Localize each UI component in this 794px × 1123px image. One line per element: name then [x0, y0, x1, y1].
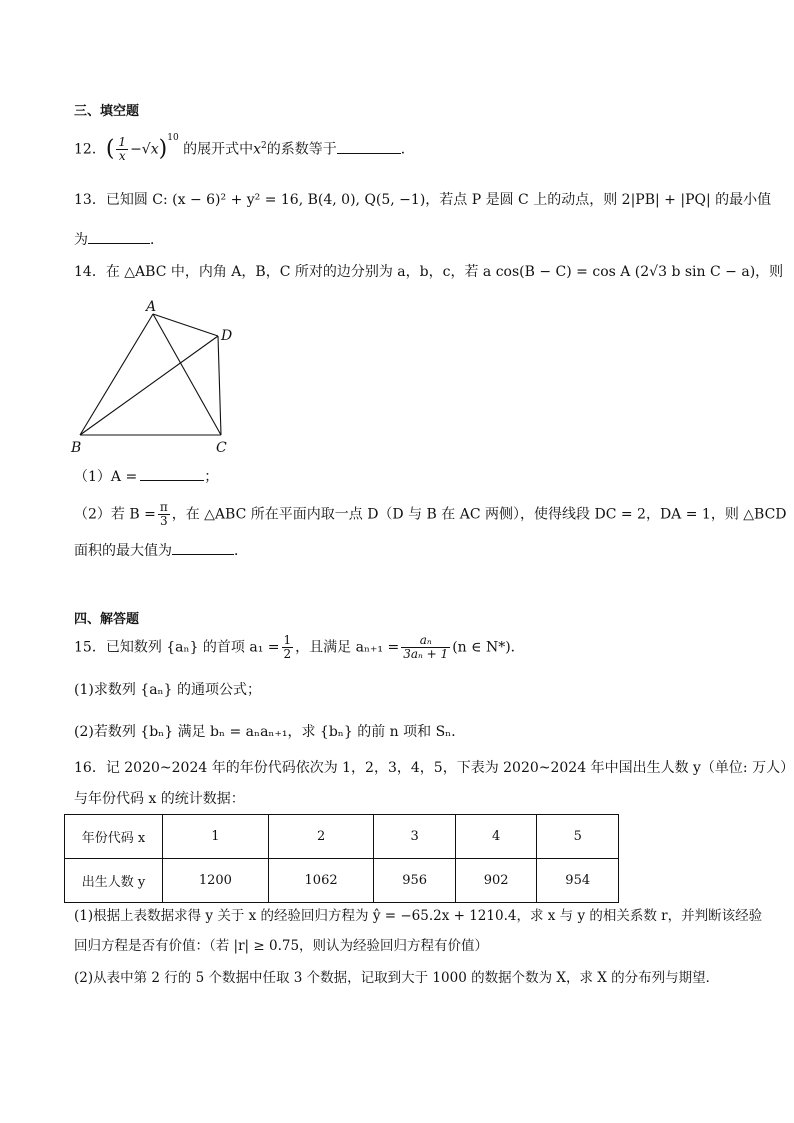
question-16-line1: 16．记 2020~2024 年的年份代码依次为 1，2，3，4，5，下表为 2020~2024 年中国出生人数 y（单位: 万人）	[74, 760, 794, 776]
q14-pi-over-3: $\frac{\pi}{3}$	[159, 500, 168, 528]
q14-part2-answer-blank[interactable]	[172, 540, 234, 555]
question-15-part1: (1)求数列 {aₙ} 的通项公式；	[74, 682, 261, 698]
q12-fraction: $\frac{1}{x}$	[118, 135, 127, 164]
table-cell: 956	[374, 859, 456, 903]
question-16-part1-line2: 回归方程是否有价值：（若 |r| ≥ 0.75，则认为经验回归方程有价值）	[74, 938, 489, 954]
quadrilateral-figure	[66, 296, 246, 458]
birth-data-table	[64, 814, 619, 903]
question-16-part2: (2)从表中第 2 行的 5 个数据中任取 3 个数据，记取到大于 1000 的数据个数为 X，求 X 的分布列与期望．	[74, 970, 720, 986]
edge-bd	[80, 336, 218, 435]
question-15-part2: (2)若数列 {bₙ} 满足 bₙ = aₙaₙ₊₁，求 {bₙ} 的前 n 项和 Sₙ．	[74, 724, 466, 740]
question-14-part2-line2: 面积的最大值为 ．	[74, 540, 248, 561]
table-row	[65, 859, 619, 903]
q15-half: $\frac{1}{2}$	[283, 633, 292, 661]
question-12: 12．( $\frac{1}{x}$ −√x)$^{10}$ 的展开式中$x^2$的系数等于 ．	[74, 133, 415, 164]
table-cell: 5	[537, 815, 619, 859]
label-b: B	[71, 440, 82, 456]
q14-part1-answer-blank[interactable]	[140, 466, 204, 481]
table-cell: 3	[374, 815, 456, 859]
table-cell: 1062	[268, 859, 374, 903]
edge-ac	[153, 314, 221, 435]
table-cell: 1200	[163, 859, 269, 903]
question-13-line1: 13．已知圆 C: (x − 6)² + y² = 16, B(4, 0), Q(5, −1)，若点 P 是圆 C 上的动点，则 2|PB| + |PQ| 的最小值	[74, 192, 772, 208]
question-16-line2: 与年份代码 x 的统计数据：	[74, 791, 245, 807]
section-heading-answer: 四、解答题	[74, 612, 140, 627]
q15-recurrence-fraction: $\frac{\text{aₙ}}{\text{3aₙ + 1}}$	[403, 633, 449, 661]
label-d: D	[221, 328, 233, 344]
label-a: A	[146, 299, 157, 315]
section-heading-fill-in: 三、填空题	[74, 104, 140, 119]
question-14-part2: （2）若 B = $\frac{\pi}{3}$ ，在 △ABC 所在平面内取一点 D（D 与 B 在 AC 两侧），使得线段 DC = 2，DA = 1，则 △BCD	[74, 500, 787, 528]
table-row	[65, 815, 619, 859]
table-cell: 4	[455, 815, 537, 859]
question-14-line1: 14．在 △ABC 中，内角 A，B，C 所对的边分别为 a，b，c，若 a cos(B − C) = cos A (2√3 b sin C − a)，则	[74, 264, 784, 280]
table-row-header: 出生人数 y	[65, 859, 163, 903]
edge-ab	[80, 314, 153, 435]
label-c: C	[216, 440, 227, 456]
table-cell: 902	[455, 859, 537, 903]
table-cell: 1	[163, 815, 269, 859]
table-cell: 2	[268, 815, 374, 859]
question-15-line1: 15．已知数列 {aₙ} 的首项 a₁ = $\frac{1}{2}$ ，且满足 aₙ₊₁ = $\frac{\text{aₙ}}{\text{3aₙ + 1}}$ (n ∈ N*)．	[74, 633, 525, 661]
edge-dc	[218, 336, 221, 435]
table-row-header: 年份代码 x	[65, 815, 163, 859]
question-14-part1: （1）A = ；	[74, 466, 218, 487]
q12-number: 12．	[74, 141, 106, 158]
table-cell: 954	[537, 859, 619, 903]
edge-ad	[153, 314, 218, 336]
q13-answer-blank[interactable]	[88, 229, 150, 244]
question-16-part1-line1: (1)根据上表数据求得 y 关于 x 的经验回归方程为 ŷ = −65.2x + 1210.4，求 x 与 y 的相关系数 r，并判断该经验	[74, 908, 763, 924]
question-13-line2: 为 ．	[74, 229, 164, 250]
q12-answer-blank[interactable]	[337, 139, 401, 154]
